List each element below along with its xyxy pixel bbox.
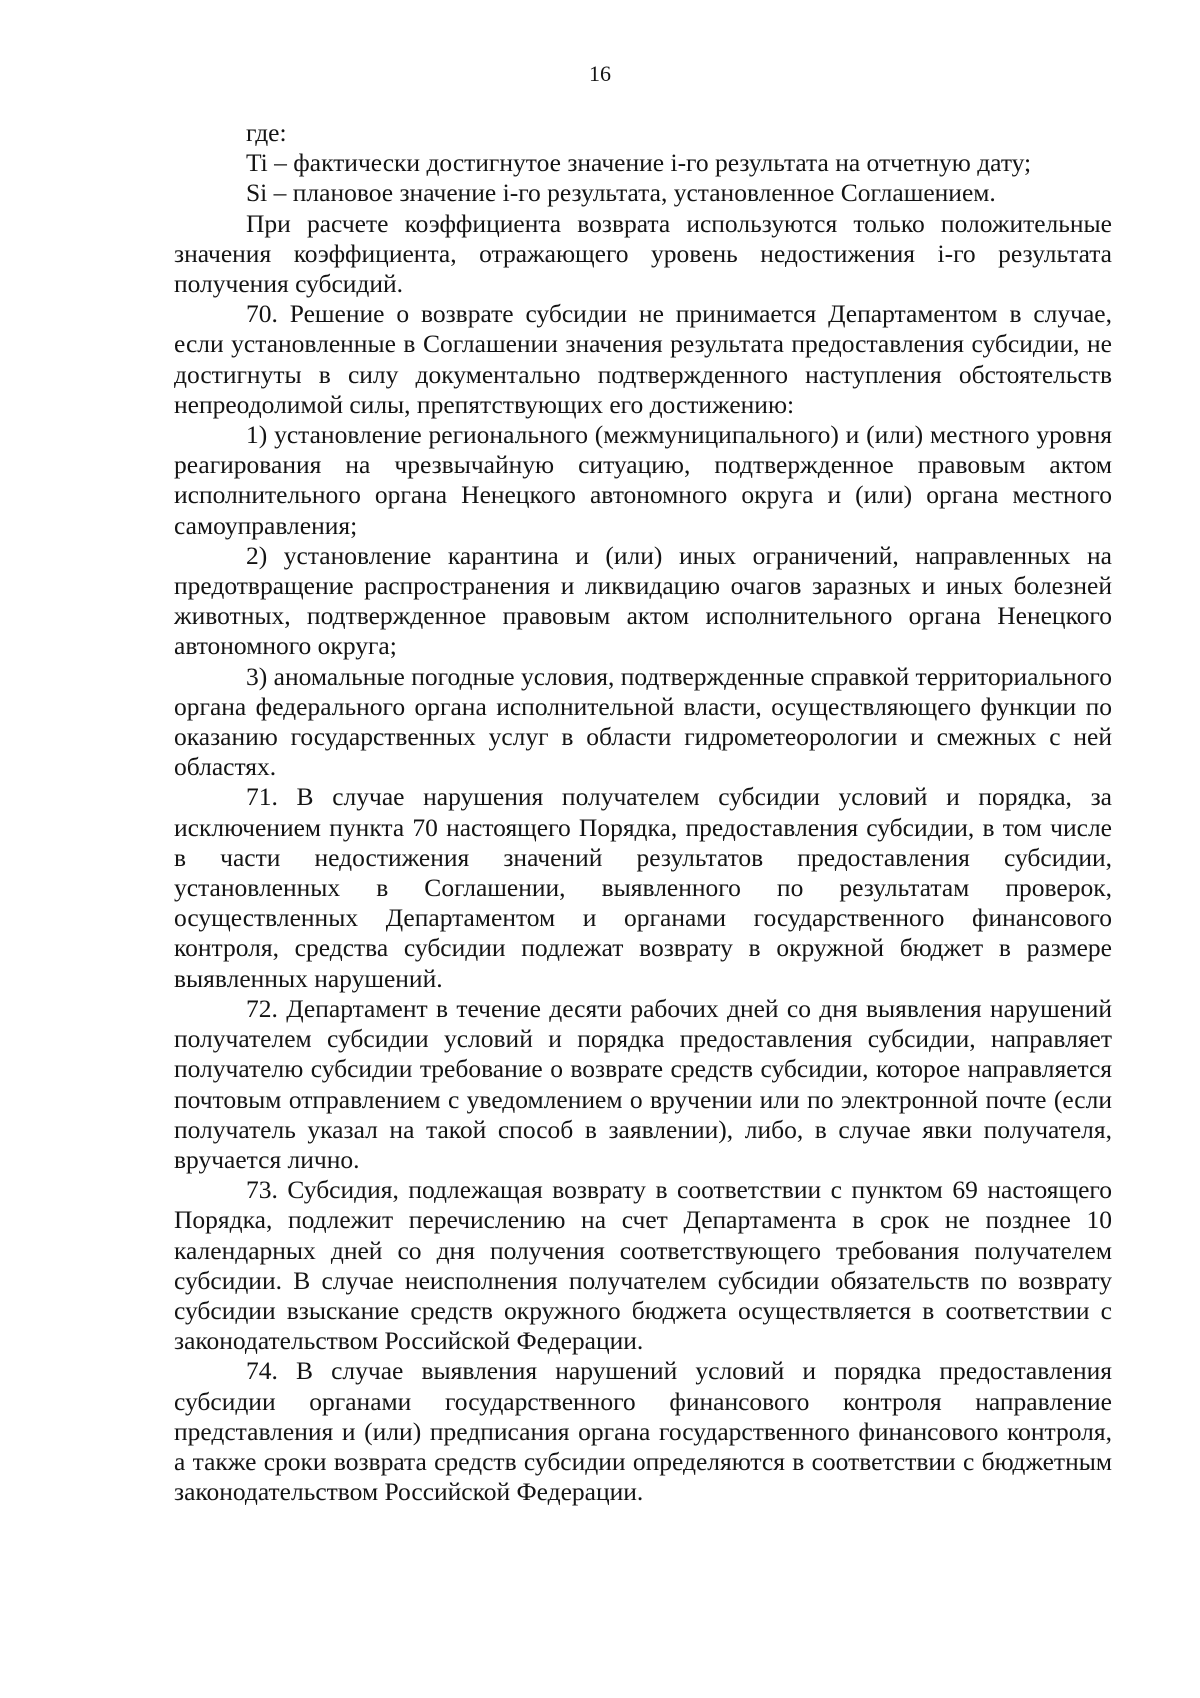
paragraph-clause-70: 70. Решение о возврате субсидии не принимается Департаментом в случае, если установленные в Соглашении значения результата предоставления субсидии, не достигнуты в силу документально подтвержденного наступления обстоятельств непреодолимой силы, препятствующих его достижению: — [174, 299, 1112, 419]
paragraph-where: где: — [246, 118, 287, 147]
page-number: 16 — [589, 61, 611, 86]
paragraph-clause-73: 73. Субсидия, подлежащая возврату в соответствии с пунктом 69 настоящего Порядка, подлежит перечислению на счет Департамента в срок не позднее 10 календарных дней со дня получения соответствующего требования получателем субсидии. В случае неисполнения получателем субсидии обязательств по возврату субсидии взыскание средств окружного бюджета осуществляется в соответствии с законодательством Российской Федерации. — [174, 1175, 1112, 1356]
paragraph-ti-definition: Ti – фактически достигнутое значение i-го результата на отчетную дату; — [246, 148, 1032, 178]
paragraph-si-definition: Si – плановое значение i-го результата, установленное Соглашением. — [246, 178, 996, 208]
paragraph-clause-70-item-1: 1) установление регионального (межмуниципального) и (или) местного уровня реагирования на чрезвычайную ситуацию, подтвержденное правовым актом исполнительного органа Ненецкого автономного округа и (или) органа местного самоуправления; — [174, 420, 1112, 540]
paragraph-clause-70-item-2: 2) установление карантина и (или) иных ограничений, направленных на предотвращение распространения и ликвидацию очагов заразных и иных болезней животных, подтвержденное правовым актом исполнительного органа Ненецкого автономного округа; — [174, 540, 1112, 661]
paragraph-clause-70-item-3: 3) аномальные погодные условия, подтвержденные справкой территориального органа федерального органа исполнительной власти, осуществляющего функции по оказанию государственных услуг в области гидрометеорологии и смежных с ней областях. — [174, 661, 1112, 782]
paragraph-coefficient-note: При расчете коэффициента возврата используются только положительные значения коэффициента, отражающего уровень недостижения i-го результата получения субсидий. — [174, 208, 1112, 299]
paragraph-clause-72: 72. Департамент в течение десяти рабочих дней со дня выявления нарушений получателем субсидии условий и порядка предоставления субсидии, направляет получателю субсидии требование о возврате средств субсидии, которое направляется почтовым отправлением с уведомлением о вручении или по электронной почте (если получатель указал на такой способ в заявлении), либо, в случае явки получателя, вручается лично. — [174, 993, 1112, 1174]
document-body — [174, 118, 1112, 1507]
paragraph-clause-71: 71. В случае нарушения получателем субсидии условий и порядка, за исключением пункта 70 настоящего Порядка, предоставления субсидии, в том числе в части недостижения значений результатов предоставления субсидии, установленных в Соглашении, выявленного по результатам проверок, осуществленных Департаментом и органами государственного финансового контроля, средства субсидии подлежат возврату в окружной бюджет в размере выявленных нарушений. — [174, 782, 1112, 993]
paragraph-clause-74: 74. В случае выявления нарушений условий и порядка предоставления субсидии органами государственного финансового контроля направление представления и (или) предписания органа государственного финансового контроля, а также сроки возврата средств субсидии определяются в соответствии с бюджетным законодательством Российской Федерации. — [174, 1356, 1112, 1507]
